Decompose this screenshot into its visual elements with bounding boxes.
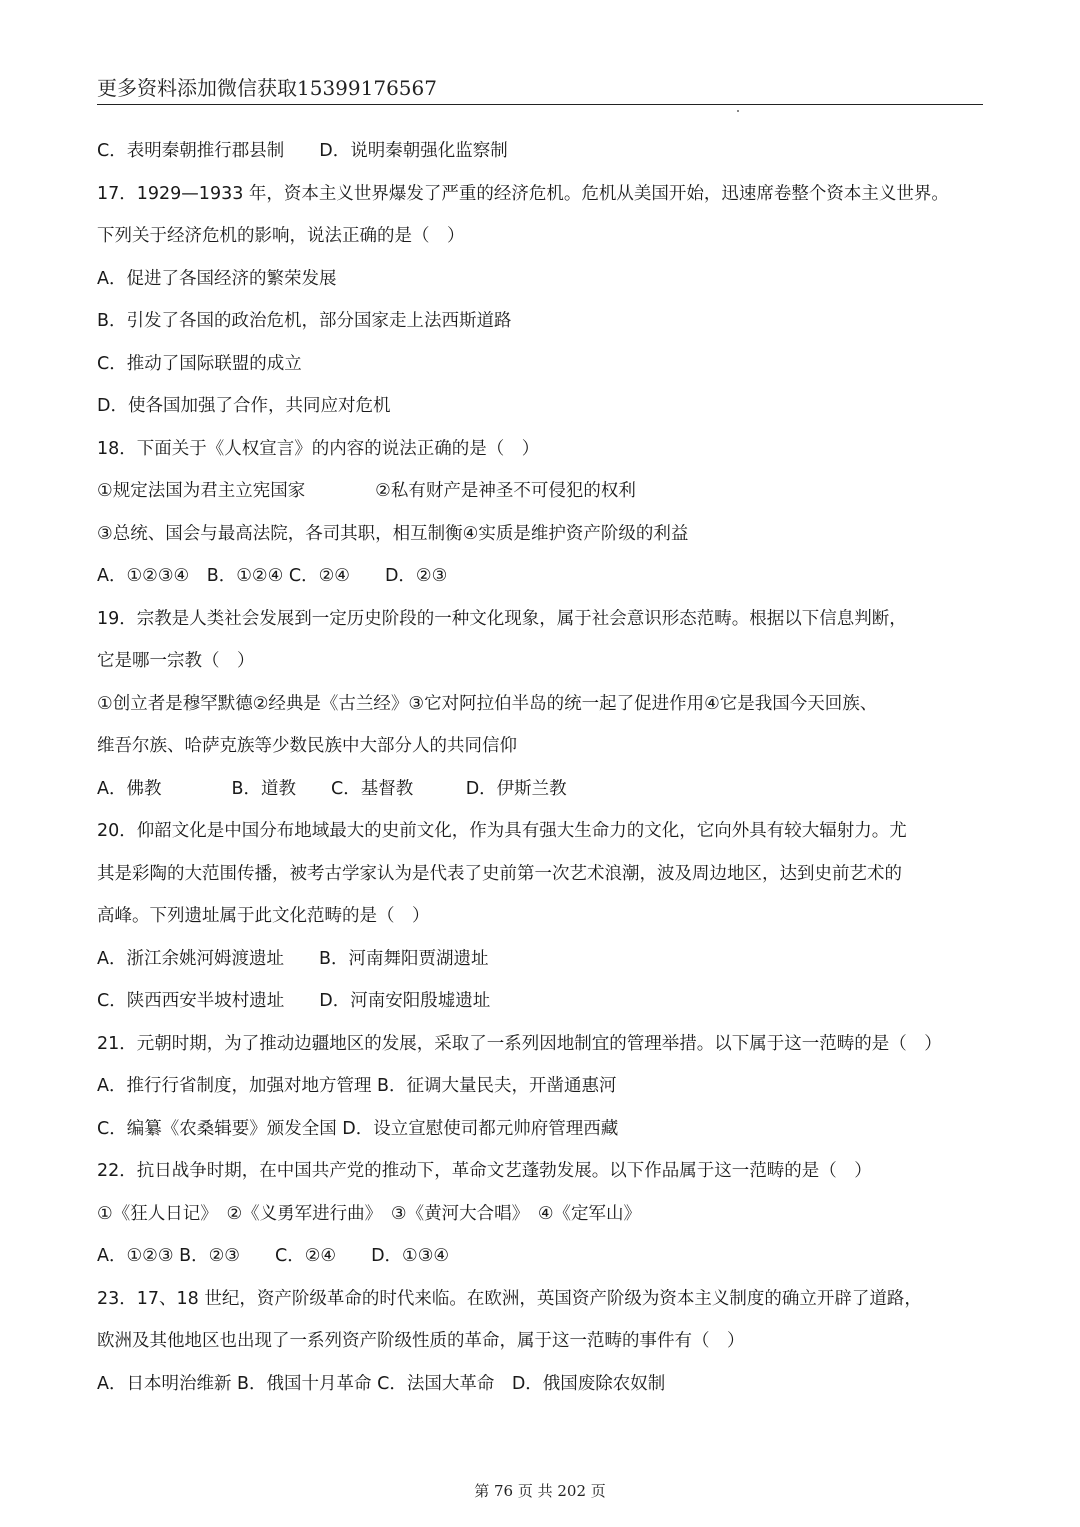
question-23-stem-cont: 欧洲及其他地区也出现了一系列资产阶级性质的革命，属于这一范畴的事件有（ ）: [97, 1331, 745, 1351]
question-18-stem: 18．下面关于《人权宣言》的内容的说法正确的是（ ）: [97, 438, 540, 459]
question-19-stem-cont: 它是哪一宗教（ ）: [97, 651, 255, 671]
question-17-stem-cont: 下列关于经济危机的影响，说法正确的是（ ）: [97, 226, 465, 246]
question-17-stem: 17．1929—1933 年，资本主义世界爆发了严重的经济危机。危机从美国开始，迅速席卷整个资本主义世界。: [97, 183, 949, 204]
question-23-options: A．日本明治维新 B．俄国十月革命 C．法国大革命 D．俄国废除农奴制: [97, 1373, 666, 1394]
question-18-items-cont: ③总统、国会与最高法院，各司其职，相互制衡④实质是维护资产阶级的利益: [97, 523, 689, 544]
question-17-option-a: A．促进了各国经济的繁荣发展: [97, 268, 337, 289]
question-21-options-ab: A．推行行省制度，加强对地方管理 B．征调大量民夫，开凿通惠河: [97, 1076, 617, 1096]
question-22-stem: 22．抗日战争时期，在中国共产党的推动下，革命文艺蓬勃发展。以下作品属于这一范畴的是（ ）: [97, 1161, 872, 1181]
question-19-items-cont: 维吾尔族、哈萨克族等少数民族中大部分人的共同信仰: [97, 736, 517, 756]
question-19-options: A．佛教 B．道教 C．基督教 D．伊斯兰教: [97, 778, 567, 799]
question-17-option-c: C．推动了国际联盟的成立: [97, 353, 302, 374]
question-20-options-ab: A．浙江余姚河姆渡遗址 B．河南舞阳贾湖遗址: [97, 948, 489, 969]
question-20-stem-cont: 其是彩陶的大范围传播，被考古学家认为是代表了史前第一次艺术浪潮，波及周边地区，达到史前艺术的: [97, 863, 902, 884]
question-22-items: ①《狂人日记》 ②《义勇军进行曲》 ③《黄河大合唱》 ④《定军山》: [97, 1203, 642, 1224]
option-line: C．表明秦朝推行郡县制 D．说明秦朝强化监察制: [97, 141, 508, 161]
page-header: [97, 74, 983, 105]
question-21-options-cd: C．编纂《农桑辑要》颁发全国 D．设立宣慰使司都元帅府管理西藏: [97, 1118, 619, 1139]
question-20-stem-cont: 高峰。下列遗址属于此文化范畴的是（ ）: [97, 906, 430, 926]
question-18-options: A．①②③④ B．①②④ C．②④ D．②③: [97, 566, 448, 586]
question-18-items: ①规定法国为君主立宪国家 ②私有财产是神圣不可侵犯的权利: [97, 481, 636, 501]
header-text: 更多资料添加微信获取15399176567: [97, 76, 437, 100]
question-17-option-b: B．引发了各国的政治危机，部分国家走上法西斯道路: [97, 311, 512, 331]
question-20-stem: 20．仰韶文化是中国分布地域最大的史前文化，作为具有强大生命力的文化，它向外具有较大辐射力。尤: [97, 821, 907, 841]
question-22-options: A．①②③ B．②③ C．②④ D．①③④: [97, 1246, 450, 1266]
question-17-option-d: D．使各国加强了合作，共同应对危机: [97, 396, 391, 416]
header-mark: [737, 110, 739, 112]
question-19-stem: 19．宗教是人类社会发展到一定历史阶段的一种文化现象，属于社会意识形态范畴。根据以下信息判断，: [97, 608, 907, 629]
question-21-stem: 21．元朝时期，为了推动边疆地区的发展，采取了一系列因地制宜的管理举措。以下属于这一范畴的是（ ）: [97, 1033, 942, 1054]
question-23-stem: 23．17、18 世纪，资产阶级革命的时代来临。在欧洲，英国资产阶级为资本主义制度的确立开辟了道路，: [97, 1288, 922, 1309]
question-20-options-cd: C．陕西西安半坡村遗址 D．河南安阳殷墟遗址: [97, 991, 491, 1011]
document-body: [97, 130, 987, 1405]
question-19-items: ①创立者是穆罕默德②经典是《古兰经》③它对阿拉伯半岛的统一起了促进作用④它是我国今天回族、: [97, 693, 878, 714]
page-footer: 第 76 页 共 202 页: [474, 1482, 606, 1500]
